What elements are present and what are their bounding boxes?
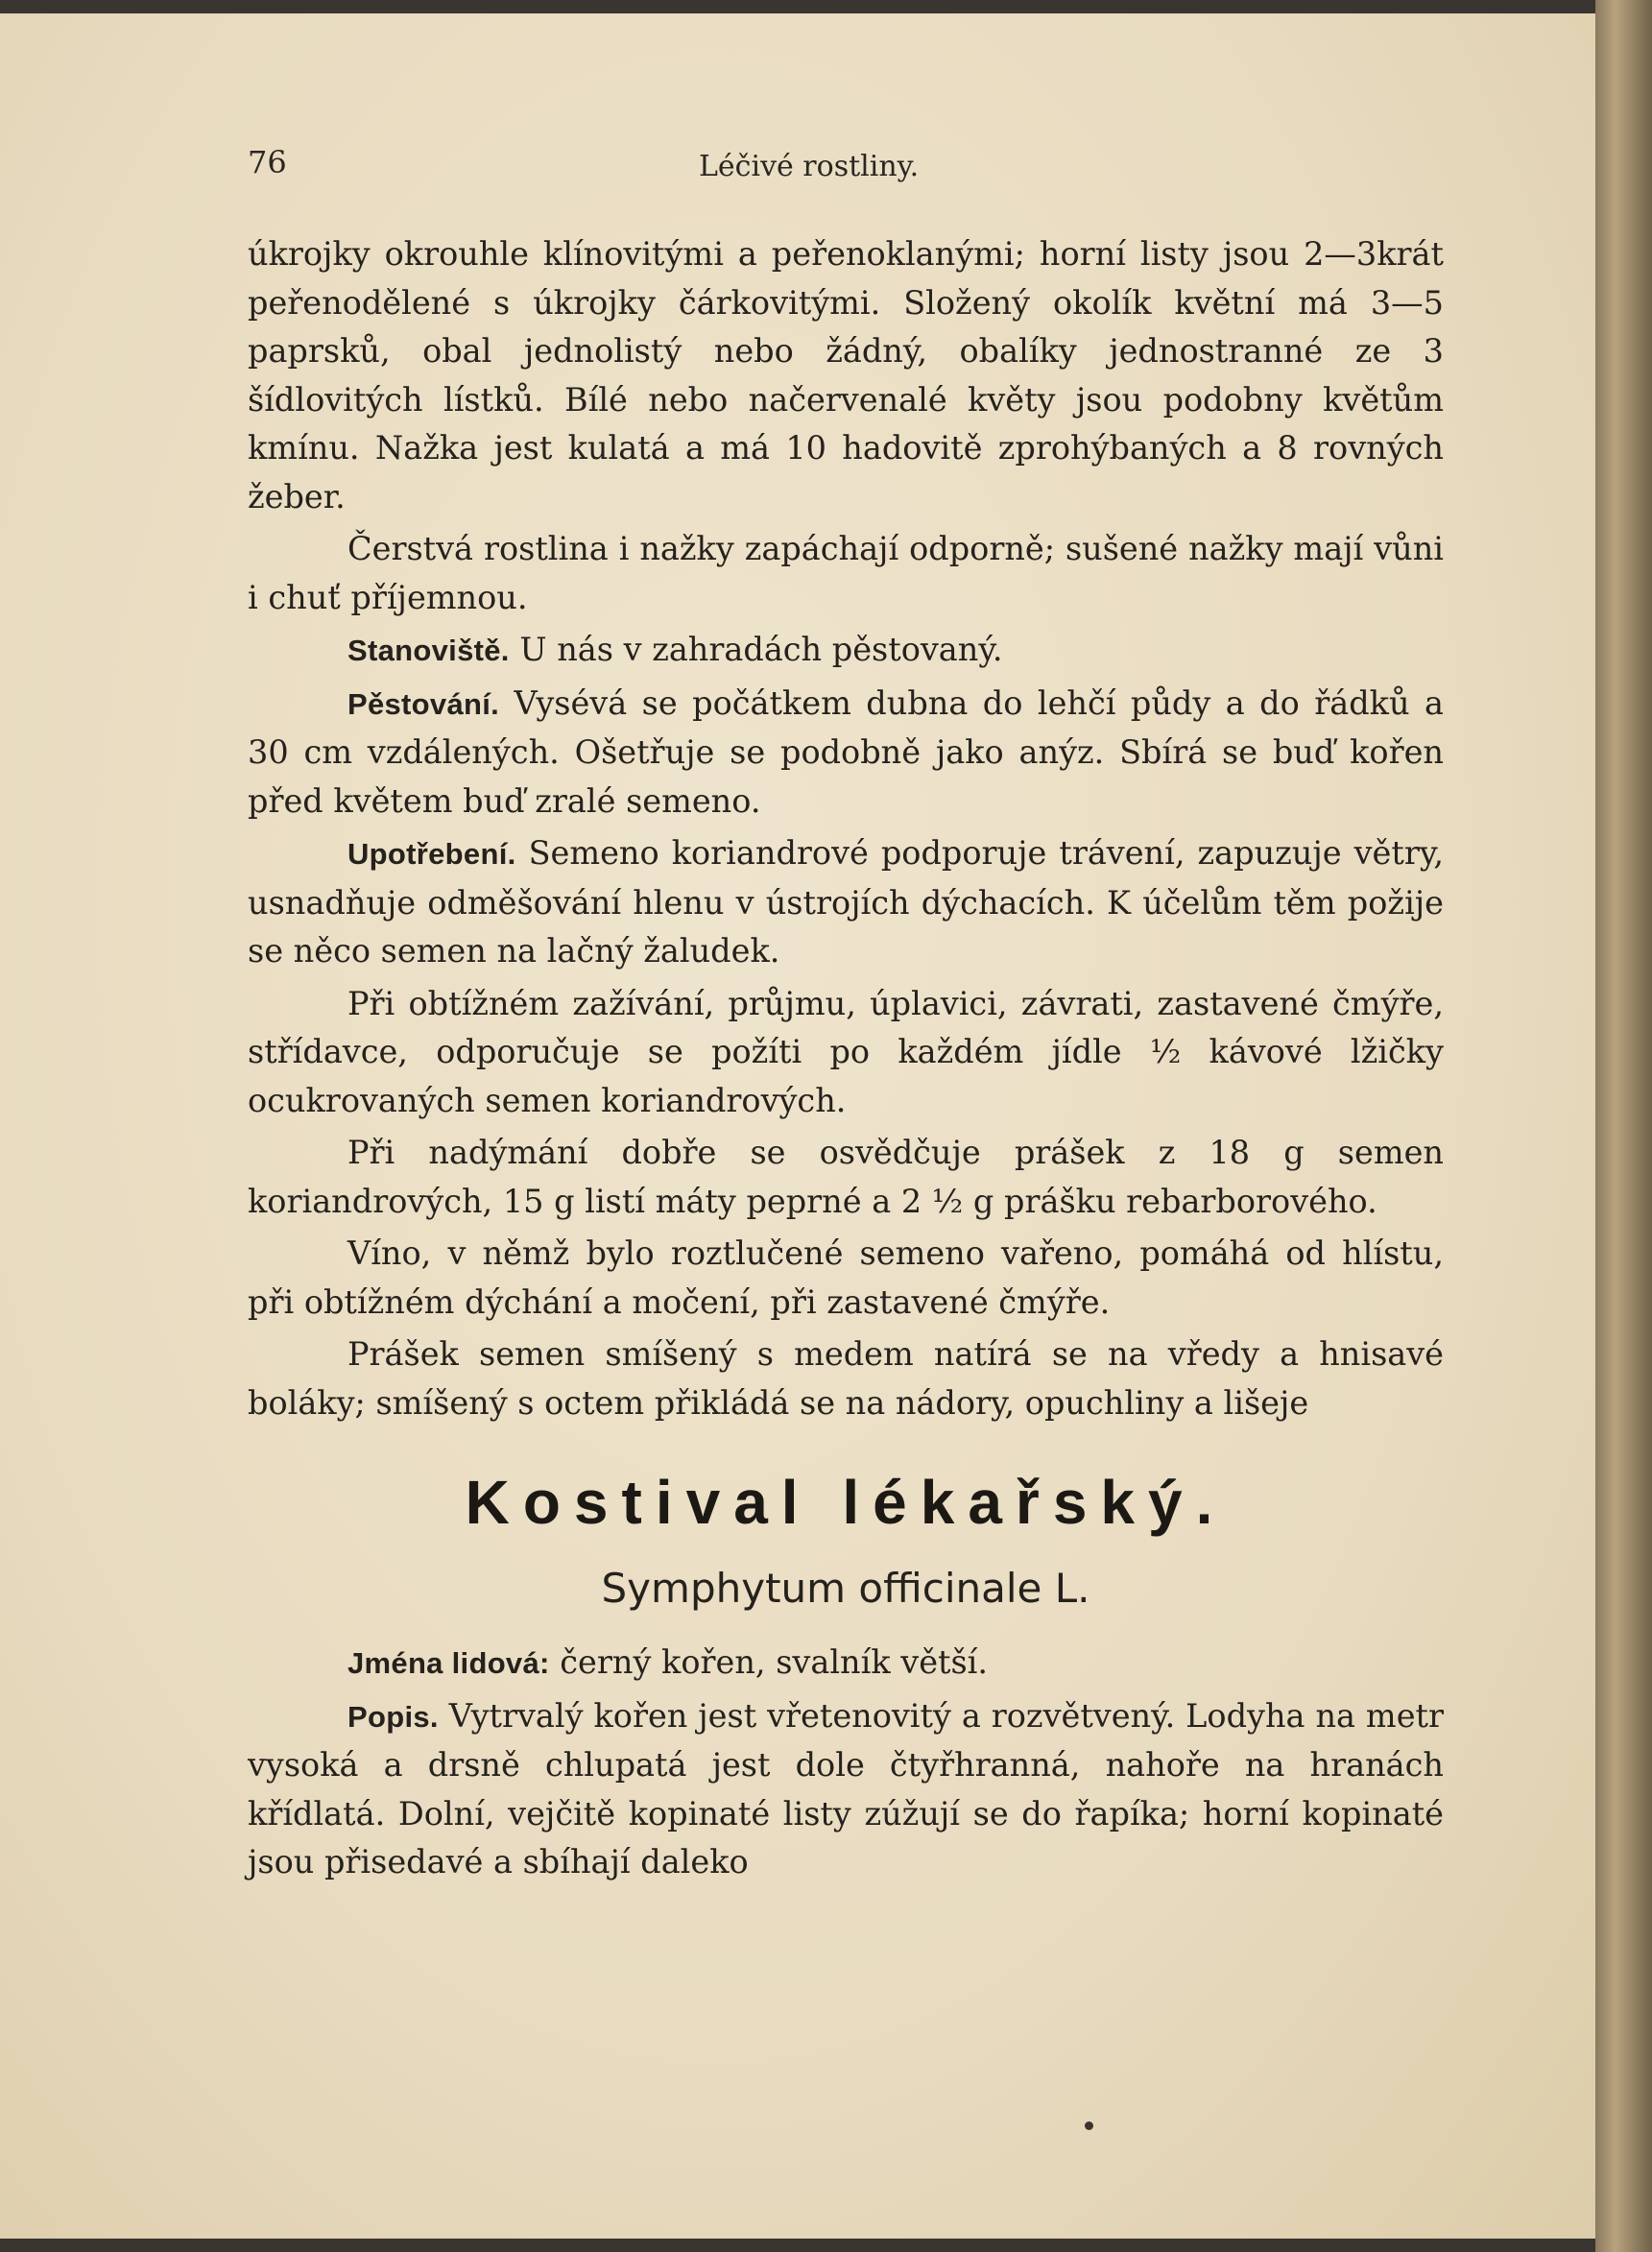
page-body: [248, 230, 1444, 1887]
page-number: 76: [248, 144, 287, 180]
print-speck: [1085, 2121, 1093, 2130]
paragraph-text: černý kořen, svalník větší.: [560, 1643, 989, 1681]
book-spine-edge: [1595, 0, 1652, 2252]
paragraph-jmena-lidova: [248, 1639, 1444, 1689]
run-in-heading: Jména lidová:: [347, 1646, 550, 1680]
paragraph-pestovani: [248, 680, 1444, 827]
paragraph-text: Při obtížném zažívání, průjmu, úplavici, závrati, zastavené čmýře, střídavce, odporučuje se požíti po každém jídle ½ kávové lžičky ocukrovaných semen koriandrových.: [248, 984, 1444, 1119]
paragraph-text: Prášek semen smíšený s medem natírá se na vředy a hnisavé boláky; smíšený s octem přikládá se na nádory, opuchliny a lišeje: [248, 1335, 1444, 1422]
paragraph: [248, 230, 1444, 521]
paragraph-text: Vysévá se počátkem dubna do lehčí půdy a do řádků a 30 cm vzdálených. Ošetřuje se podobně jako anýz. Sbírá se buď kořen před květem buď zralé semeno.: [248, 683, 1444, 820]
paragraph-upotrebeni: [248, 829, 1444, 976]
running-title: Léčivé rostliny.: [699, 150, 920, 183]
page-header: [248, 144, 1457, 190]
paragraph-text: Čerstvá rostlina i nažky zapáchají odporně; sušené nažky mají vůni i chuť příjemnou.: [248, 530, 1444, 616]
section-latin-name: Symphytum officinale L.: [601, 1565, 1090, 1612]
paragraph: [248, 1230, 1444, 1327]
paragraph: [248, 1330, 1444, 1427]
section-title: Kostival lékařský.: [465, 1468, 1227, 1537]
paragraph-text: Víno, v němž bylo roztlučené semeno vařeno, pomáhá od hlístu, při obtížném dýchání a močení, při zastavené čmýře.: [248, 1234, 1444, 1321]
scan-bottom-edge: [0, 2239, 1595, 2252]
paragraph-text: Semeno koriandrové podporuje trávení, zapuzuje větry, usnadňuje odměšování hlenu v ústrojích dýchacích. K účelům těm požije se něco semen na lačný žaludek.: [248, 834, 1444, 970]
run-in-heading: Upotřebení.: [347, 837, 516, 871]
run-in-heading: Popis.: [347, 1699, 439, 1734]
run-in-heading: Pěstování.: [347, 686, 500, 721]
paragraph: [248, 1129, 1444, 1226]
paragraph: [248, 980, 1444, 1126]
paragraph: [248, 525, 1444, 622]
scan-top-edge: [0, 0, 1595, 13]
paragraph-text: úkrojky okrouhle klínovitými a peřenoklanými; horní listy jsou 2—3krát peřenodělené s úkrojky čárkovitými. Složený okolík květní má 3—5 paprsků, obal jednolistý nebo žádný, obalíky jednostranné ze 3 šídlovitých lístků. Bílé nebo načervenalé květy jsou podobny květům kmínu. Nažka jest kulatá a má 10 hadovitě zprohýbaných a 8 rovných žeber.: [248, 235, 1444, 515]
paragraph-text: Při nadýmání dobře se osvědčuje prášek z 18 g semen koriandrových, 15 g listí máty peprné a 2 ½ g prášku rebarborového.: [248, 1134, 1444, 1220]
paragraph-text: Vytrvalý kořen jest vřetenovitý a rozvětvený. Lodyha na metr vysoká a drsně chlupatá jest dole čtyřhranná, nahoře na hranách křídlatá. Dolní, vejčitě kopinaté listy zúžují se do řapíka; horní kopinaté jsou přisedavé a sbíhají daleko: [248, 1696, 1444, 1881]
paragraph-popis: [248, 1692, 1444, 1887]
run-in-heading: Stanoviště.: [347, 634, 510, 667]
paragraph-text: U nás v zahradách pěstovaný.: [519, 631, 1003, 668]
paragraph-stanoviste: [248, 626, 1444, 676]
